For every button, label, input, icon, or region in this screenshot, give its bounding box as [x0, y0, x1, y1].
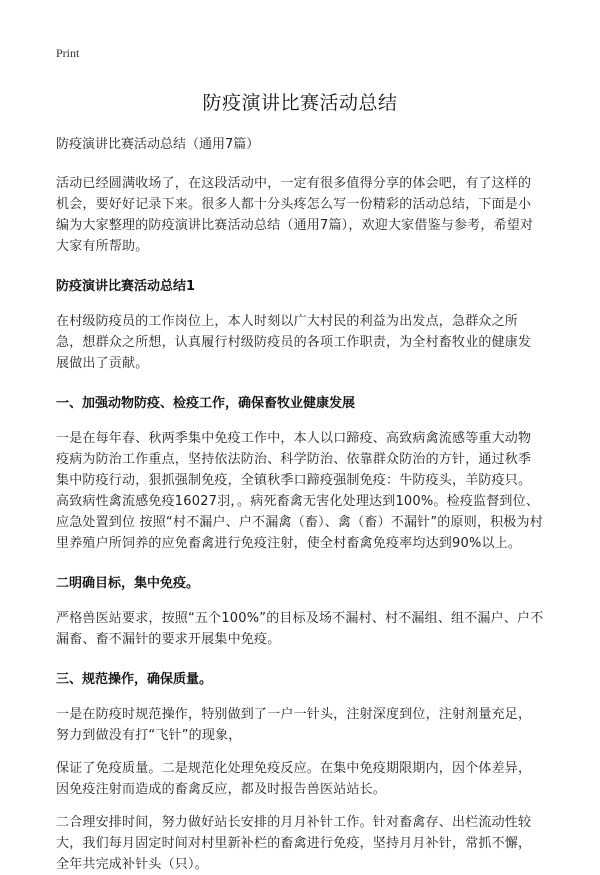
heading-2: 二明确目标，集中免疫。 — [56, 576, 200, 591]
document-subtitle: 防疫演讲比赛活动总结（通用7篇） — [56, 137, 260, 152]
heading-3: 三、规范操作，确保质量。 — [56, 672, 213, 687]
intro-paragraph: 活动已经圆满收场了，在这段活动中，一定有很多值得分享的体会吧，有了这样的机会，要好好记录下来。很多人都十分头疼怎么写一份精彩的活动总结，下面是小编为大家整理的防疫演讲比赛活动总结（通用7篇），欢迎大家借鉴与参考，希望对大家有所帮助。 — [56, 176, 534, 254]
paragraph-1: 一是在每年春、秋两季集中免疫工作中，本人以口蹄疫、高致病禽流感等重大动物疫病为防治工作重点，坚持依法防治、科学防治、依靠群众防治的方针，通过秋季集中防疫行动，狠抓强制免疫，全镇秋季口蹄疫强制免疫：牛防疫头，羊防疫只。高致病性禽流感免疫16027羽，。病死畜禽无害化处理达到100%。检疫监督到位、应急处置到位 按照“村不漏户、户不漏禽（畜）、禽（畜）不漏针”的原则，积极为村里养殖户所饲养的应免畜禽进行免疫注射，使全村畜禽免疫率均达到90%以上。 — [56, 431, 543, 551]
paragraph-2: 严格兽医站要求，按照“五个100%”的目标及场不漏村、村不漏组、组不漏户、户不漏畜、畜不漏针的要求开展集中免疫。 — [56, 611, 544, 647]
page-title: 防疫演讲比赛活动总结 — [202, 92, 398, 114]
heading-1: 一、加强动物防疫、检疫工作，确保畜牧业健康发展 — [56, 396, 356, 411]
print-link[interactable]: Print — [56, 46, 80, 60]
section-title: 防疫演讲比赛活动总结1 — [56, 279, 196, 294]
paragraph-3: 一是在防疫时规范操作，特别做到了一户一针头，注射深度到位，注射剂量充足，努力到做没有打“飞针”的现象， — [56, 707, 532, 743]
paragraph-4: 保证了免疫质量。二是规范化处理免疫反应。在集中免疫期限期内，因个体差异，因免疫注射而造成的畜禽反应，都及时报告兽医站站长。 — [56, 761, 532, 797]
section-paragraph: 在村级防疫员的工作岗位上，本人时刻以广大村民的利益为出发点，急群众之所急，想群众之所想，认真履行村级防疫员的各项工作职责，为全村畜牧业的健康发展做出了贡献。 — [56, 314, 532, 371]
paragraph-5: 二合理安排时间，努力做好站长安排的月月补针工作。针对畜禽存、出栏流动性较大，我们每月固定时间对村里新补栏的畜禽进行免疫，坚持月月补针，常抓不懈，全年共完成补针头（只）。 — [56, 815, 532, 872]
